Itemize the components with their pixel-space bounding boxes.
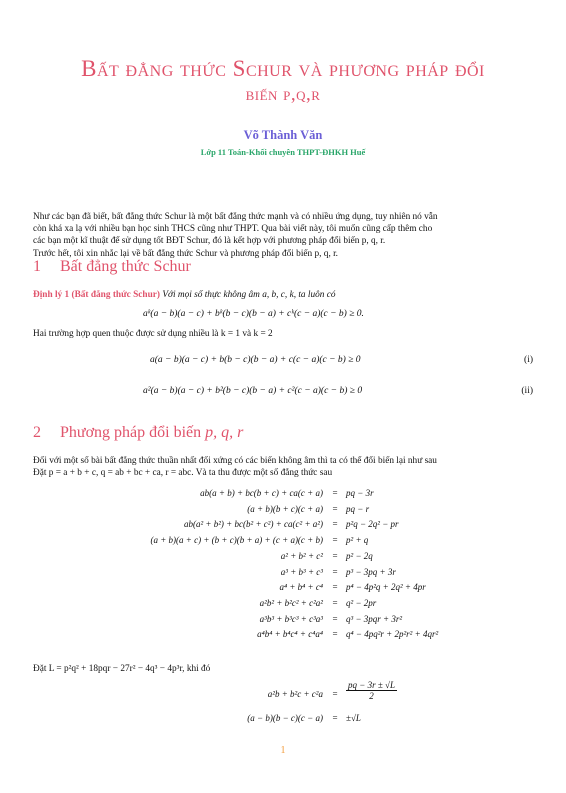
identity-lhs: (a + b)(b + c)(c + a)	[247, 503, 323, 514]
section-2-heading	[33, 424, 243, 442]
section-1-heading	[33, 258, 191, 276]
identity-rhs: p⁴ − 4p²q + 2q² + 4pr	[346, 582, 426, 593]
equation-ii: a²(a − b)(a − c) + b²(b − c)(b − a) + c²(c − a)(c − b) ≥ 0	[143, 386, 363, 396]
theorem-1	[33, 290, 535, 300]
section-number: 2	[33, 424, 41, 441]
equals-sign: =	[332, 689, 338, 699]
final-lhs-2: (a − b)(b − c)(c − a)	[247, 713, 323, 723]
equals-sign: =	[332, 535, 338, 546]
identity-lhs: a³ + b³ + c³	[280, 566, 323, 577]
section-number: 1	[33, 258, 41, 275]
identity-rhs: q⁴ − 4pq²r + 2p²r² + 4qr²	[346, 629, 439, 640]
equals-sign: =	[332, 519, 338, 530]
equation-i-tag: (i)	[524, 355, 533, 365]
equation-ii-tag: (ii)	[521, 386, 533, 396]
intro-line: còn khá xa lạ với nhiều bạn học sinh THCS cũng như THPT. Qua bài viết này, tôi muốn cũng cấp thêm cho	[33, 224, 433, 235]
equals-sign: =	[332, 550, 338, 561]
equals-sign: =	[332, 488, 338, 498]
title-line-2: biến p,q,r	[245, 84, 321, 105]
identity-lhs: a³b³ + b³c³ + c³a³	[259, 613, 323, 624]
author-name: Võ Thành Văn	[243, 128, 323, 142]
theorem-label: Định lý 1 (Bất đẳng thức Schur)	[33, 290, 160, 300]
equals-sign: =	[332, 503, 338, 514]
fraction	[346, 680, 397, 701]
fraction-numerator: pq − 3r ± √L	[348, 680, 395, 690]
L-definition: Đặt L = p²q² + 18pqr − 27r² − 4q³ − 4p³r, khi đó	[33, 664, 211, 674]
equation-i: a(a − b)(a − c) + b(b − c)(b − a) + c(c − a)(c − b) ≥ 0	[150, 355, 361, 365]
identity-rhs: pq − r	[346, 503, 370, 514]
cases-text: Hai trường hợp quen thuộc được sử dụng nhiều là k = 1 và k = 2	[33, 329, 273, 339]
identity-rhs: q³ − 3pqr + 3r²	[346, 613, 403, 624]
identity-lhs: ab(a² + b²) + bc(b² + c²) + ca(c² + a²)	[183, 519, 323, 530]
intro-paragraph	[33, 211, 535, 260]
identity-rhs: q² − 2pr	[346, 597, 377, 608]
intro-line: Như các bạn đã biết, bất đẳng thức Schur là một bất đẳng thức mạnh và có nhiều ứng dụng, tuy nhiên nó vẫn	[33, 212, 438, 222]
sec2-line: Đối với một số bài bất đẳng thức thuần nhất đối xứng có các biến không âm thì ta có thể đổi biến lại như sau	[33, 456, 437, 466]
section-2-paragraph	[33, 455, 535, 479]
equals-sign: =	[332, 566, 338, 577]
final-lhs-1: a²b + b²c + c²a	[267, 689, 323, 699]
identity-rhs: p²q − 2q² − pr	[346, 519, 399, 530]
schur-formula: aᵏ(a − b)(a − c) + bᵏ(b − c)(b − a) + cᵏ(c − a)(c − b) ≥ 0.	[143, 309, 364, 319]
equals-sign: =	[332, 713, 338, 723]
intro-line: Trước hết, tôi xin nhắc lại về bất đẳng thức Schur và phương pháp đổi biến p, q, r.	[33, 248, 339, 259]
equals-sign: =	[332, 613, 338, 624]
identity-lhs: ab(a + b) + bc(b + c) + ca(c + a)	[200, 488, 323, 498]
sec2-line: Đặt p = a + b + c, q = ab + bc + ca, r = abc. Và ta thu được một số đẳng thức sau	[33, 468, 333, 479]
identity-rhs: p² − 2q	[346, 550, 373, 561]
fraction-denominator: 2	[369, 691, 374, 701]
identity-rhs: p² + q	[346, 535, 369, 546]
title-line-1: Bất đẳng thức Schur và phương pháp đổi	[81, 56, 485, 81]
final-rhs-2: ±√L	[346, 713, 361, 723]
theorem-text: Với mọi số thực không âm a, b, c, k, ta luôn có	[162, 290, 336, 300]
identity-lhs: (a + b)(a + c) + (b + c)(b + a) + (c + a)(c + b)	[150, 535, 323, 546]
equals-sign: =	[332, 597, 338, 608]
author-affiliation: Lớp 11 Toán-Khối chuyên THPT-ĐHKH Huế	[200, 147, 366, 157]
identity-lhs: a⁴ + b⁴ + c⁴	[279, 582, 323, 593]
final-rhs-1	[346, 680, 397, 701]
identity-rhs: pq − 3r	[346, 488, 374, 498]
identity-rhs: p³ − 3pq + 3r	[346, 566, 396, 577]
section-title: Phương pháp đổi biến	[60, 424, 202, 441]
identity-lhs: a²b² + b²c² + c²a²	[259, 597, 323, 608]
identity-lhs: a⁴b⁴ + b⁴c⁴ + c⁴a⁴	[257, 629, 323, 640]
equals-sign: =	[332, 582, 338, 593]
section-title: Bất đẳng thức Schur	[60, 258, 191, 275]
section-vars: p, q, r	[205, 424, 244, 441]
intro-line: các bạn một kĩ thuật để sử dụng tốt BĐT Schur, đó là kết hợp với phương pháp đổi biến p, q, r.	[33, 236, 386, 247]
page-number: 1	[280, 745, 286, 756]
equals-sign: =	[332, 629, 338, 640]
identity-lhs: a² + b² + c²	[280, 550, 323, 561]
